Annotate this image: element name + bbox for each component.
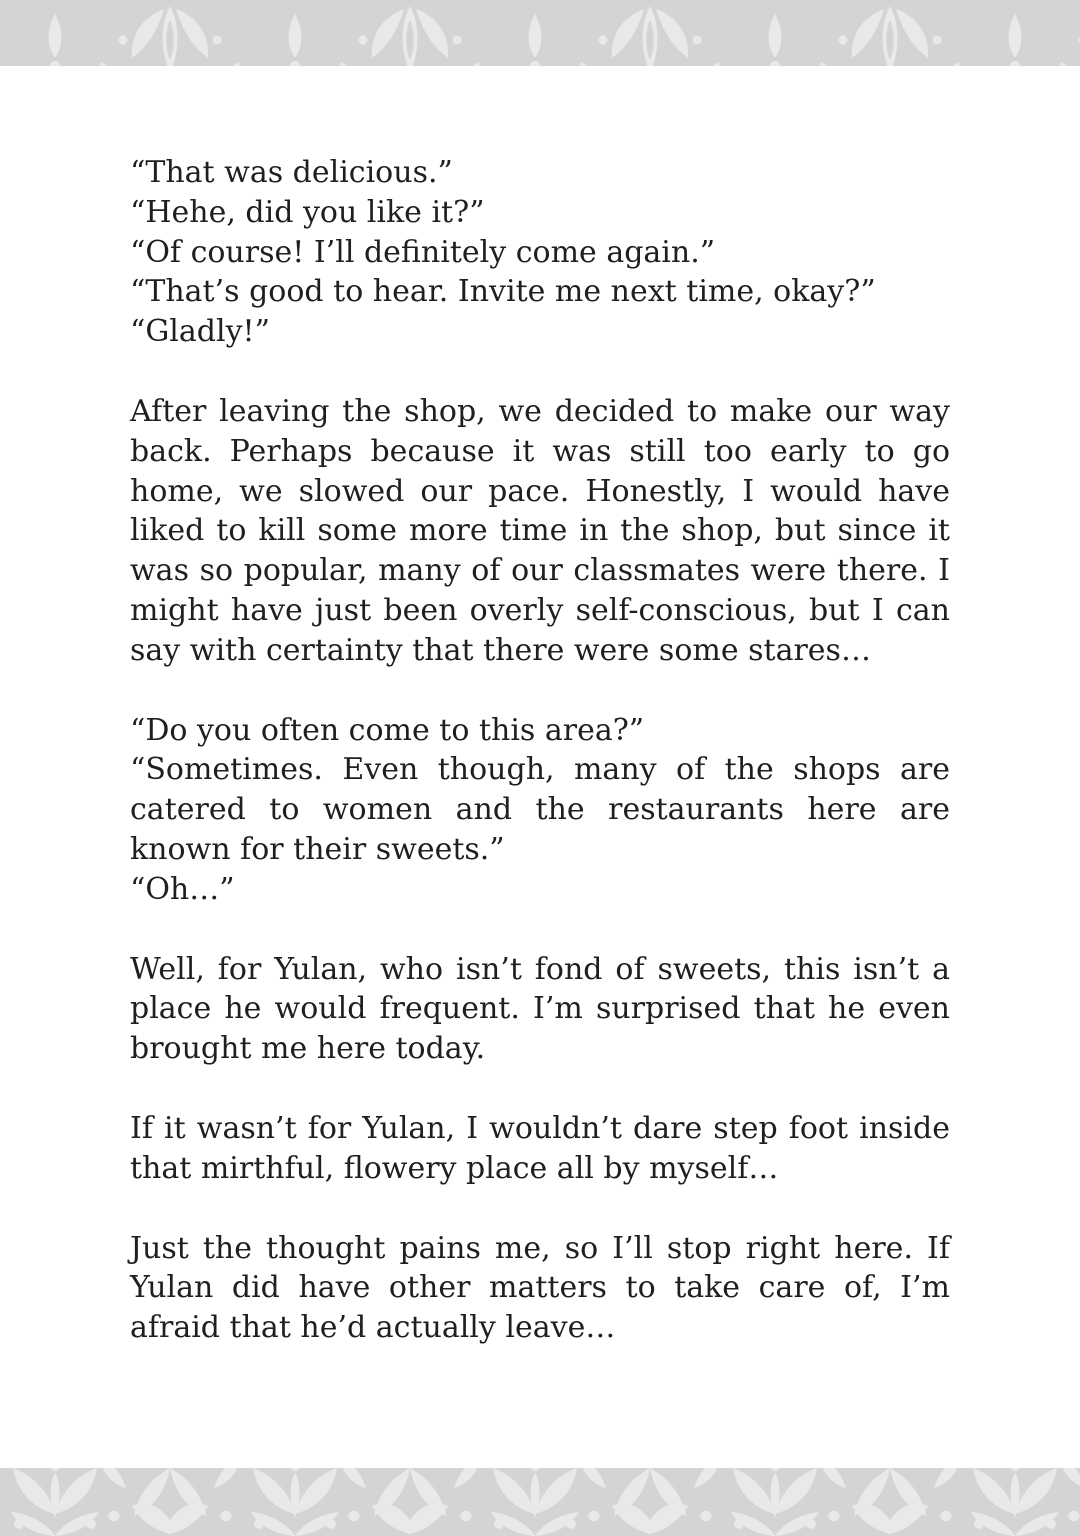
dialogue-line: “Oh…” xyxy=(130,871,235,907)
dialogue-line: “Sometimes. Even though, many of the shops are catered to women and the restaurants here are known for their sweets.” xyxy=(130,752,950,867)
dialogue-line: “Gladly!” xyxy=(130,314,270,350)
dialogue-paragraph xyxy=(130,711,950,910)
narration-paragraph: Well, for Yulan, who isn’t fond of sweets, this isn’t a place he would frequent. I’m surprised that he even brought me here today. xyxy=(130,951,950,1067)
dialogue-paragraph xyxy=(130,153,950,352)
dialogue-line: “Hehe, did you like it?” xyxy=(130,194,485,230)
dialogue-line: “Do you often come to this area?” xyxy=(130,712,645,748)
dialogue-line: “That was delicious.” xyxy=(130,155,453,190)
narration-paragraph: After leaving the shop, we decided to make our way back. Perhaps because it was still too early to go home, we slowed our pace. Honestly, I would have liked to kill some more time in the shop, but since it was so popular, many of our classmates were there. I might have just been overly self-conscious, but I can say with certainty that there were some stares… xyxy=(130,393,950,668)
dialogue-line: “That’s good to hear. Invite me next time, okay?” xyxy=(130,274,876,310)
damask-border-bottom xyxy=(0,1468,1080,1536)
dialogue-line: “Of course! I’ll definitely come again.” xyxy=(130,234,716,270)
damask-border-top xyxy=(0,0,1080,66)
narration-paragraph: If it wasn’t for Yulan, I wouldn’t dare step foot inside that mirthful, flowery place all by myself… xyxy=(130,1110,950,1186)
page-text xyxy=(130,153,950,1348)
narration-paragraph: Just the thought pains me, so I’ll stop right here. If Yulan did have other matters to take care of, I’m afraid that he’d actually leave… xyxy=(130,1230,950,1346)
